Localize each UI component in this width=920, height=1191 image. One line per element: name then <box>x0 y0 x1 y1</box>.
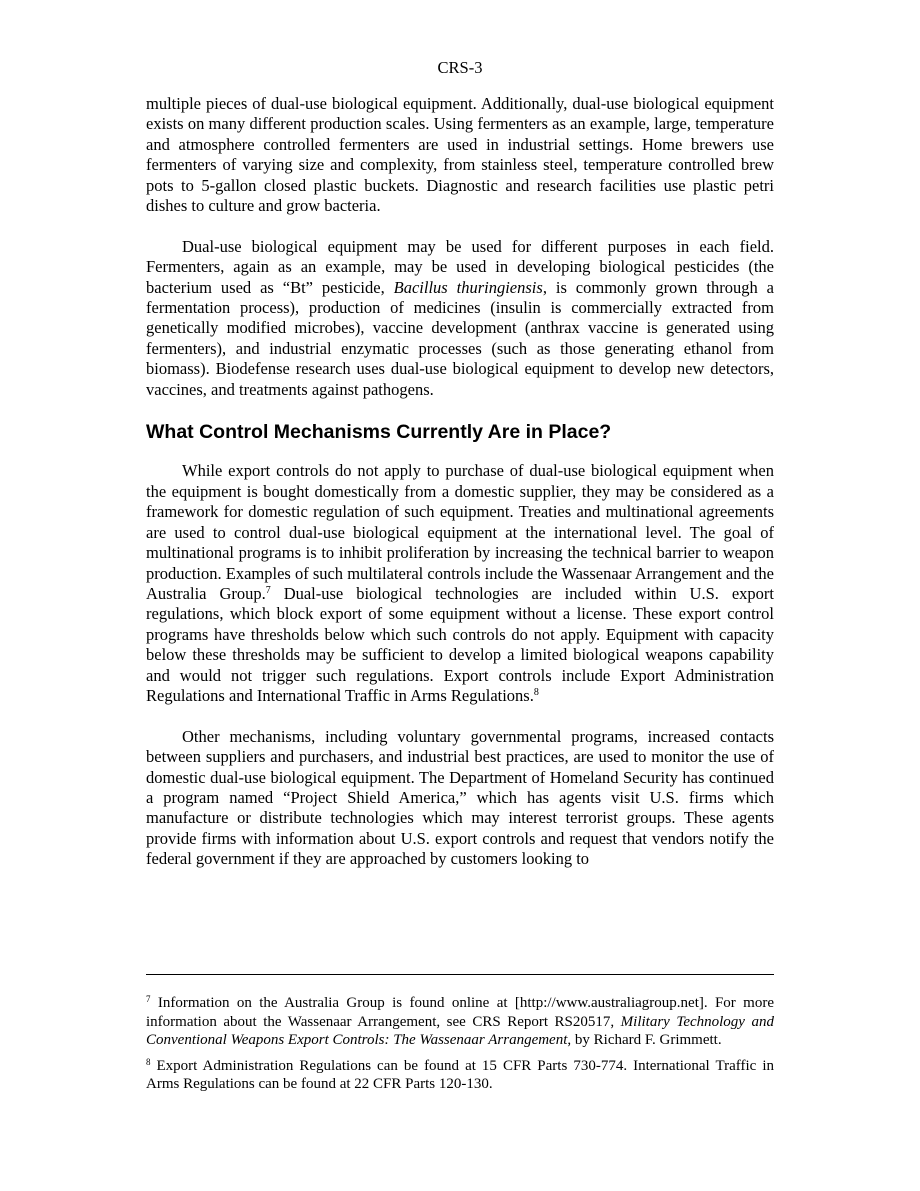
footnote-marker-8: 8 <box>146 1056 151 1067</box>
paragraph-continuation: multiple pieces of dual-use biological equipment. Additionally, dual-use biological equipment exists on many different production scales. Using fermenters as an example, large, temperature and atmosphere controlled fermenters are used in industrial settings. Home brewers use fermenters of varying size and complexity, from stainless steel, temperature controlled brew pots to 5-gallon closed plastic buckets. Diagnostic and research facilities use plastic petri dishes to culture and grow bacteria. <box>146 94 774 216</box>
page-number: CRS-3 <box>437 58 483 77</box>
footnote-8: $^8$ Export Administration Regulations can be found at 15 CFR Parts 730-774. International Traffic in Arms Regulations can be found at 22 CFR Parts 120-130. <box>146 1056 774 1093</box>
paragraph-fermenter-uses: Dual-use biological equipment may be used for different purposes in each field. Fermenters, again as an example, may be used in developing biological pesticides (the bacterium used as “Bt” pesticide, Bacillus thuringiensis, is commonly grown through a fermentation process), production of medicines (insulin is commercially extracted from genetically modified microbes), vaccine development (anthrax vaccine is generated using fermenters), and industrial enzymatic processes (such as those generating ethanol from biomass). Biodefense research uses dual-use biological equipment to develop new detectors, vaccines, and treatments against pathogens. <box>146 236 774 399</box>
body-text <box>146 94 774 890</box>
footnotes <box>146 994 774 1101</box>
footnote-separator <box>146 974 774 975</box>
paragraph-export-controls: While export controls do not apply to purchase of dual-use biological equipment when the equipment is bought domestically from a domestic supplier, they may be considered as a framework for domestic regulation of such equipment. Treaties and multinational agreements are used to control dual-use biological equipment at the international level. The goal of multinational programs is to inhibit proliferation by increasing the technical barrier to weapon production. Examples of such multilateral controls include the Wassenaar Arrangement and the Australia Group.$^7$ Dual-use biological technologies are included within U.S. export regulations, which block export of some equipment without a license. These export control programs have thresholds below which such controls do not apply. Equipment with capacity below these thresholds may be sufficient to develop a limited biological weapons capability and would not trigger such regulations. Export controls include Export Administration Regulations and International Traffic in Arms Regulations.$^8$ <box>146 461 774 705</box>
footnote-marker-7: 7 <box>146 994 151 1004</box>
page-header <box>0 58 920 78</box>
footnote-7: $^7$ Information on the Australia Group is found online at [http://www.australiagroup.net]. For more information about the Wassenaar Arrangement, see CRS Report RS20517, Military Technology and Conventional Weapons Export Controls: The Wassenaar Arrangement, by Richard F. Grimmett. <box>146 994 774 1049</box>
paragraph-other-mechanisms: Other mechanisms, including voluntary governmental programs, increased contacts between suppliers and purchasers, and industrial best practices, are used to monitor the use of domestic dual-use biological equipment. The Department of Homeland Security has continued a program named “Project Shield America,” which has agents visit U.S. firms which manufacture or distribute technologies which may interest terrorist groups. These agents provide firms with information about U.S. export controls and request that vendors notify the federal government if they are approached by customers looking to <box>146 726 774 869</box>
report-title: Military Technology and Conventional Weapons Export Controls: The Wassenaar Arrangement <box>146 1013 774 1049</box>
footnote-ref-7[interactable]: 7 <box>265 584 271 596</box>
footnote-ref-8[interactable]: 8 <box>533 686 539 698</box>
species-name: Bacillus thuringiensis <box>393 277 543 297</box>
section-heading: What Control Mechanisms Currently Are in Place? <box>146 421 612 444</box>
